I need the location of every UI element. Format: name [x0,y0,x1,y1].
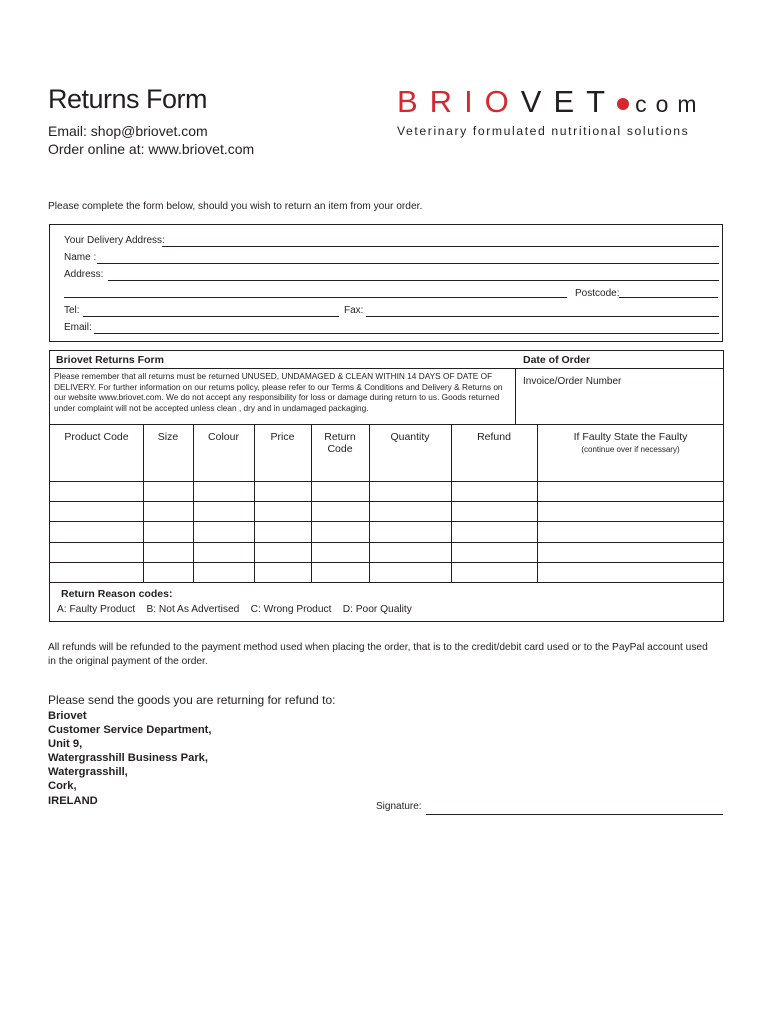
table-row[interactable] [50,482,724,501]
refund-note: All refunds will be refunded to the payment method used when placing the order, that is to the credit/debit card used or to the PayPal account used in the original payment of the order. [48,642,708,667]
invoice-label: Invoice/Order Number [523,376,622,387]
table-row[interactable] [50,563,724,582]
table-row[interactable] [50,502,724,521]
tel-field[interactable] [83,316,339,317]
page-title: Returns Form [48,84,208,114]
signature-field[interactable] [426,814,723,815]
logo-com: com [635,91,706,117]
col-quantity: Quantity [390,431,430,443]
return-address-line: Watergrasshill, [48,766,128,778]
return-address-line: Customer Service Department, [48,724,212,736]
signature-label: Signature: [376,801,422,812]
col-size: Size [157,431,179,443]
table-row[interactable] [50,522,724,542]
return-address-line: Cork, [48,780,77,792]
faulty-note: (continue over if necessary) [581,445,680,454]
delivery-address-field[interactable] [162,246,719,247]
fax-label: Fax: [344,305,364,316]
col-return-code: Return Code [324,431,356,455]
briovet-logo [397,84,706,120]
col-product-code: Product Code [64,431,129,443]
email-label: Email: [64,322,92,333]
postcode-field[interactable] [619,297,718,298]
address-field[interactable] [108,280,719,281]
email-field[interactable] [94,333,719,334]
contact-email: Email: shop@briovet.com [48,123,208,139]
name-field[interactable] [97,263,719,264]
name-label: Name : [64,252,97,263]
logo-dot-icon [617,98,629,110]
table-row[interactable] [50,447,724,481]
reason-codes-title: Return Reason codes: [61,588,173,600]
table-row[interactable] [50,543,724,562]
intro-text: Please complete the form below, should you wish to return an item from your order. [48,201,423,212]
logo-vet: VET [520,84,618,119]
address-section [49,224,723,342]
return-address-line: Briovet [48,710,87,722]
col-price: Price [270,431,295,443]
date-invoice-field[interactable] [516,368,724,424]
logo-tagline: Veterinary formulated nutritional solutions [397,124,690,138]
returns-notice: Please remember that all returns must be returned UNUSED, UNDAMAGED & CLEAN WITHIN 14 DAYS OF DATE OF DELIVERY. For further information on our returns policy, please refer to our Terms & Conditions and Delivery & Returns on our website www.briovet.com. We do not accept any responsibility for loss or damage during return to us. Goods returned under complaint will not be accepted unless clean , dry and in undamaged packaging. [54,371,503,413]
return-address-line: Unit 9, [48,738,83,750]
return-address-line: Watergrasshill Business Park, [48,752,209,764]
postcode-label: Postcode: [575,288,620,299]
col-colour: Colour [208,431,239,443]
return-address-line: IRELAND [48,795,98,807]
date-of-order-label: Date of Order [523,354,591,366]
send-to-intro: Please send the goods you are returning for refund to: [48,693,336,707]
returns-table-title: Briovet Returns Form [56,354,164,366]
contact-website: Order online at: www.briovet.com [48,141,255,157]
tel-label: Tel: [64,305,80,316]
reason-codes: A: Faulty Product B: Not As Advertised C: Wrong Product D: Poor Quality [57,604,412,615]
col-faulty: If Faulty State the Faulty [573,431,688,443]
returns-table [49,350,724,622]
col-refund: Refund [477,431,511,443]
address-field-line-2[interactable] [64,297,567,298]
delivery-address-label: Your Delivery Address: [64,235,165,246]
logo-brio: BRIO [397,84,521,119]
address-label: Address: [64,269,104,280]
fax-field[interactable] [366,316,719,317]
